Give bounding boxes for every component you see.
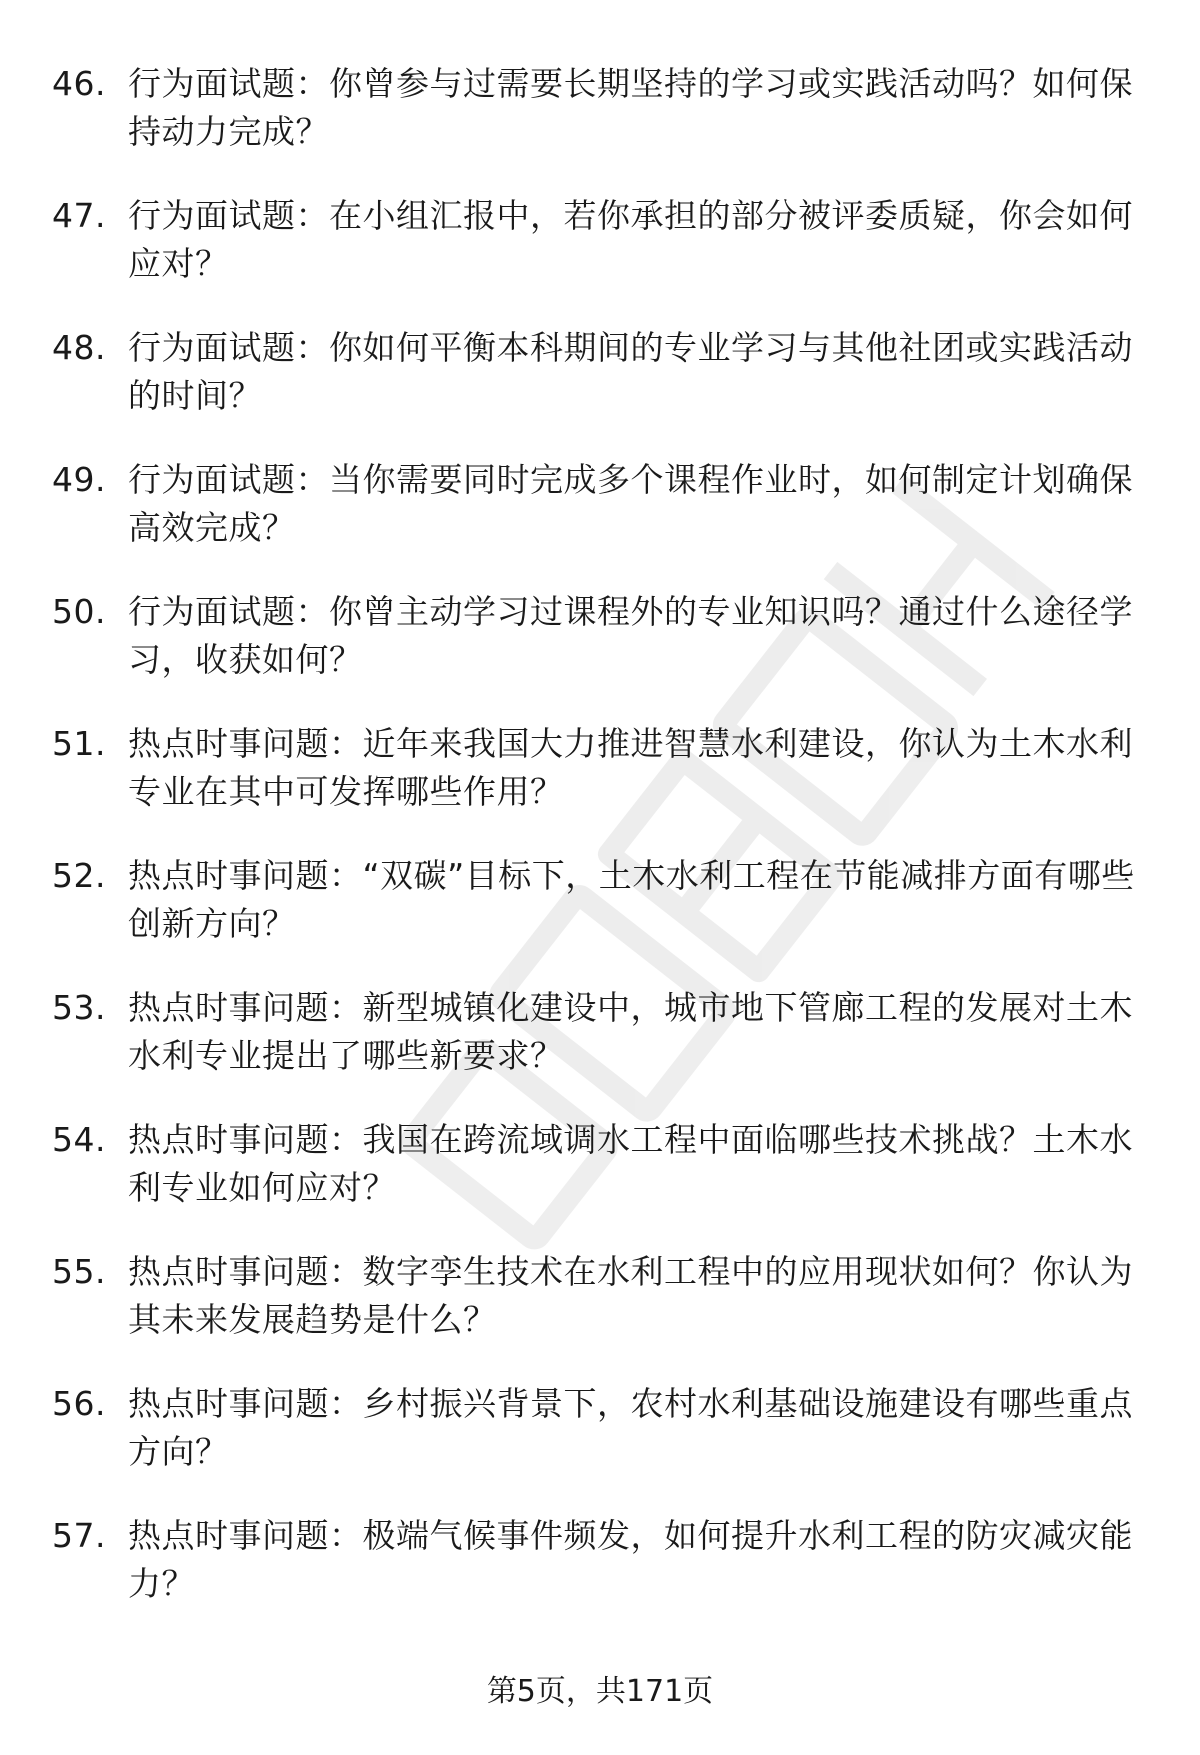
question-item: [52, 456, 1152, 552]
question-number: 52.: [52, 856, 106, 895]
question-text: 行为面试题：你曾主动学习过课程外的专业知识吗？通过什么途径学习，收获如何？: [128, 592, 1133, 679]
question-item: [52, 324, 1152, 420]
question-list: [52, 60, 1152, 1644]
question-text: 行为面试题：在小组汇报中，若你承担的部分被评委质疑，你会如何应对？: [128, 196, 1133, 283]
page-number: 第5页，共171页: [486, 1674, 714, 1709]
question-text: 行为面试题：当你需要同时完成多个课程作业时，如何制定计划确保高效完成？: [128, 460, 1133, 547]
question-text: 行为面试题：你曾参与过需要长期坚持的学习或实践活动吗？如何保持动力完成？: [128, 64, 1133, 151]
question-number: 54.: [52, 1120, 106, 1159]
question-number: 51.: [52, 724, 106, 763]
question-item: [52, 720, 1152, 816]
question-number: 53.: [52, 988, 106, 1027]
question-number: 46.: [52, 64, 106, 103]
question-number: 49.: [52, 460, 106, 499]
question-text: 热点时事问题：新型城镇化建设中，城市地下管廊工程的发展对土木水利专业提出了哪些新要求？: [128, 988, 1133, 1075]
question-item: [52, 588, 1152, 684]
question-item: [52, 192, 1152, 288]
question-text: 热点时事问题：近年来我国大力推进智慧水利建设，你认为土木水利专业在其中可发挥哪些作用？: [128, 724, 1133, 811]
question-text: 热点时事问题：“双碳”目标下，土木水利工程在节能减排方面有哪些创新方向？: [128, 856, 1135, 943]
question-item: [52, 60, 1152, 156]
question-number: 55.: [52, 1252, 106, 1291]
question-text: 行为面试题：你如何平衡本科期间的专业学习与其他社团或实践活动的时间？: [128, 328, 1133, 415]
question-item: [52, 1248, 1152, 1344]
question-item: [52, 1512, 1152, 1608]
question-item: [52, 984, 1152, 1080]
question-number: 57.: [52, 1516, 106, 1555]
question-text: 热点时事问题：乡村振兴背景下，农村水利基础设施建设有哪些重点方向？: [128, 1384, 1133, 1471]
question-number: 56.: [52, 1384, 106, 1423]
question-text: 热点时事问题：极端气候事件频发，如何提升水利工程的防灾减灾能力？: [128, 1516, 1133, 1603]
question-number: 47.: [52, 196, 106, 235]
question-number: 48.: [52, 328, 106, 367]
question-item: [52, 1116, 1152, 1212]
question-number: 50.: [52, 592, 106, 631]
question-item: [52, 1380, 1152, 1476]
question-item: [52, 852, 1152, 948]
question-text: 热点时事问题：我国在跨流域调水工程中面临哪些技术挑战？土木水利专业如何应对？: [128, 1120, 1133, 1207]
question-text: 热点时事问题：数字孪生技术在水利工程中的应用现状如何？你认为其未来发展趋势是什么？: [128, 1252, 1133, 1339]
